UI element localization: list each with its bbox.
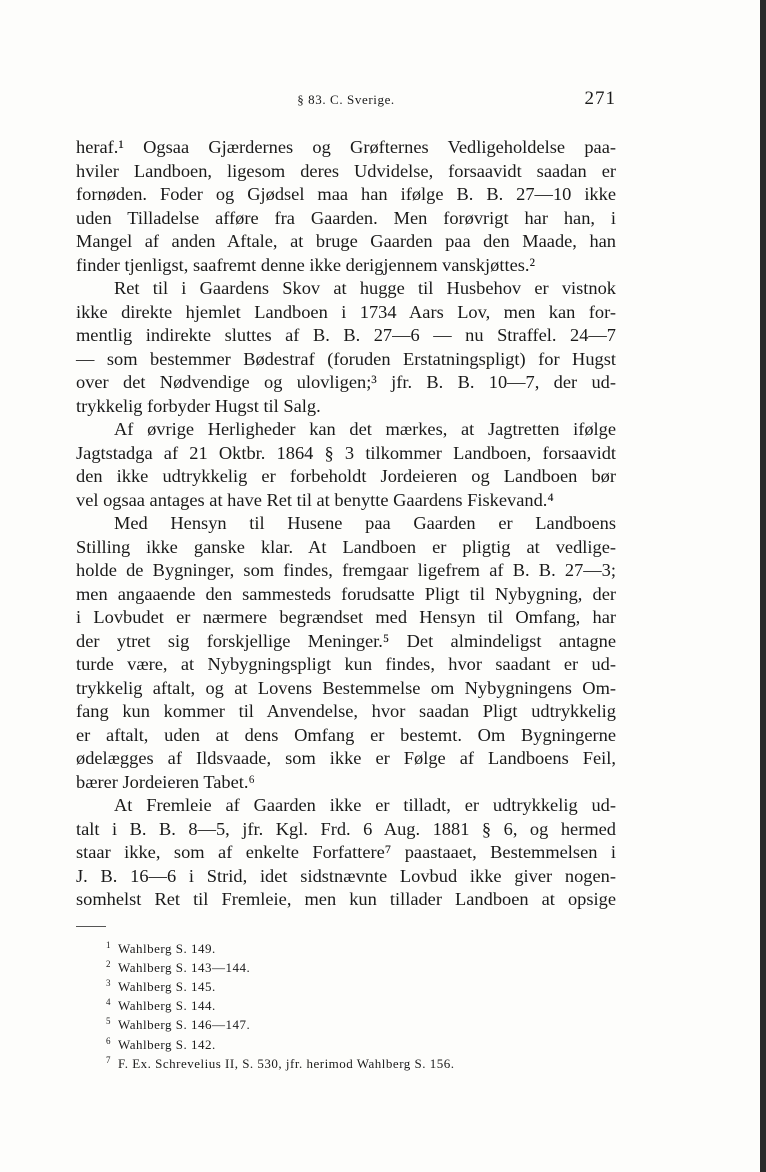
text-line: fang kun kommer til Anvendelse, hvor saadan Pligt udtrykkelig bbox=[76, 701, 616, 721]
text-line: den ikke udtrykkelig er forbeholdt Jordeieren og Landboen bør bbox=[76, 466, 616, 486]
page-number: 271 bbox=[584, 88, 616, 109]
text-line: holde de Bygninger, som findes, fremgaar ligefrem af B. B. 27—3; bbox=[76, 560, 616, 580]
text-line: Af øvrige Herligheder kan det mærkes, at Jagtretten ifølge bbox=[114, 419, 616, 439]
footnote bbox=[106, 939, 616, 958]
text-line: fornøden. Foder og Gjødsel maa han ifølge B. B. 27—10 ikke bbox=[76, 184, 616, 204]
text-line: talt i B. B. 8—5, jfr. Kgl. Frd. 6 Aug. 1881 § 6, og hermed bbox=[76, 818, 616, 839]
text-line: At Fremleie af Gaarden ikke er tilladt, er udtrykkelig ud- bbox=[114, 795, 616, 815]
footnote bbox=[106, 996, 616, 1015]
text-line: Mangel af anden Aftale, at bruge Gaarden paa den Maade, han bbox=[76, 231, 616, 251]
text-line: ikke direkte hjemlet Landboen i 1734 Aars Lov, men kan for- bbox=[76, 301, 616, 322]
book-page bbox=[76, 90, 616, 1073]
footnotes bbox=[76, 939, 616, 1073]
text-line: trykkelig aftalt, og at Lovens Bestemmelse om Nybygningens Om- bbox=[76, 677, 616, 698]
text-line: bærer Jordeieren Tabet.⁶ bbox=[76, 771, 255, 792]
footnote-mark: 2 bbox=[106, 958, 111, 969]
text-line: heraf.¹ Ogsaa Gjærdernes og Grøfternes Vedligeholdelse paa- bbox=[76, 137, 616, 157]
text-line: turde være, at Nybygningspligt kun findes, hvor saadant er ud- bbox=[76, 654, 616, 674]
text-line: finder tjenligst, saafremt denne ikke derigjennem vanskjøttes.² bbox=[76, 254, 536, 275]
text-line: Med Hensyn til Husene paa Gaarden er Landboens bbox=[114, 513, 616, 533]
text-line: uden Tilladelse afføre fra Gaarden. Men forøvrigt har han, i bbox=[76, 207, 616, 228]
footnote-mark: 3 bbox=[106, 977, 111, 988]
footnote-mark: 1 bbox=[106, 939, 111, 950]
footnote bbox=[106, 1035, 616, 1054]
text-line: er aftalt, uden at dens Omfang er bestemt. Om Bygningerne bbox=[76, 724, 616, 745]
footnote-text: Wahlberg S. 146—147. bbox=[118, 1017, 251, 1033]
text-line: ødelægges af Ildsvaade, som ikke er Følge af Landboens Feil, bbox=[76, 748, 616, 768]
footnote-mark: 7 bbox=[106, 1054, 111, 1065]
footnote bbox=[106, 977, 616, 996]
running-head: § 83. C. Sverige. bbox=[297, 92, 395, 107]
page-edge bbox=[760, 0, 766, 1172]
footnote bbox=[106, 958, 616, 977]
page-header bbox=[76, 90, 616, 116]
footnote-text: Wahlberg S. 149. bbox=[118, 940, 216, 956]
footnote-text: Wahlberg S. 142. bbox=[118, 1036, 216, 1052]
text-line: vel ogsaa antages at have Ret til at benytte Gaardens Fiskevand.⁴ bbox=[76, 489, 554, 510]
text-line: over det Nødvendige og ulovligen;³ jfr. B. B. 10—7, der ud- bbox=[76, 372, 616, 392]
footnote-text: Wahlberg S. 143—144. bbox=[118, 959, 251, 975]
text-line: J. B. 16—6 i Strid, idet sidstnævnte Lovbud ikke giver nogen- bbox=[76, 865, 616, 886]
text-line: Stilling ikke ganske klar. At Landboen er pligtig at vedlige- bbox=[76, 536, 616, 557]
text-line: mentlig indirekte sluttes af B. B. 27—6 — nu Straffel. 24—7 bbox=[76, 325, 616, 345]
footnote bbox=[106, 1054, 616, 1073]
text-line: men angaaende den sammesteds forudsatte Pligt til Nybygning, der bbox=[76, 583, 616, 604]
body-text bbox=[76, 136, 616, 912]
footnote-mark: 4 bbox=[106, 997, 111, 1008]
footnote bbox=[106, 1015, 616, 1034]
text-line: Ret til i Gaardens Skov at hugge til Husbehov er vistnok bbox=[114, 278, 616, 298]
text-line: i Lovbudet er nærmere begrændset med Hensyn til Omfang, har bbox=[76, 607, 616, 627]
text-line: — som bestemmer Bødestraf (foruden Erstatningspligt) for Hugst bbox=[76, 348, 616, 369]
footnote-rule bbox=[76, 926, 106, 927]
text-line: Jagtstadga af 21 Oktbr. 1864 § 3 tilkommer Landboen, forsaavidt bbox=[76, 442, 616, 463]
footnote-text: F. Ex. Schrevelius II, S. 530, jfr. herimod Wahlberg S. 156. bbox=[118, 1055, 455, 1071]
text-line: hviler Landboen, ligesom deres Udvidelse, forsaavidt saadan er bbox=[76, 160, 616, 181]
footnote-text: Wahlberg S. 144. bbox=[118, 998, 216, 1014]
footnote-mark: 6 bbox=[106, 1035, 111, 1046]
text-line: der ytret sig forskjellige Meninger.⁵ Det almindeligst antagne bbox=[76, 630, 616, 651]
text-line: trykkelig forbyder Hugst til Salg. bbox=[76, 395, 321, 416]
text-line: staar ikke, som af enkelte Forfattere⁷ paastaaet, Bestemmelsen i bbox=[76, 842, 616, 862]
text-line: somhelst Ret til Fremleie, men kun tillader Landboen at opsige bbox=[76, 889, 616, 909]
footnote-mark: 5 bbox=[106, 1016, 111, 1027]
footnote-text: Wahlberg S. 145. bbox=[118, 978, 216, 994]
